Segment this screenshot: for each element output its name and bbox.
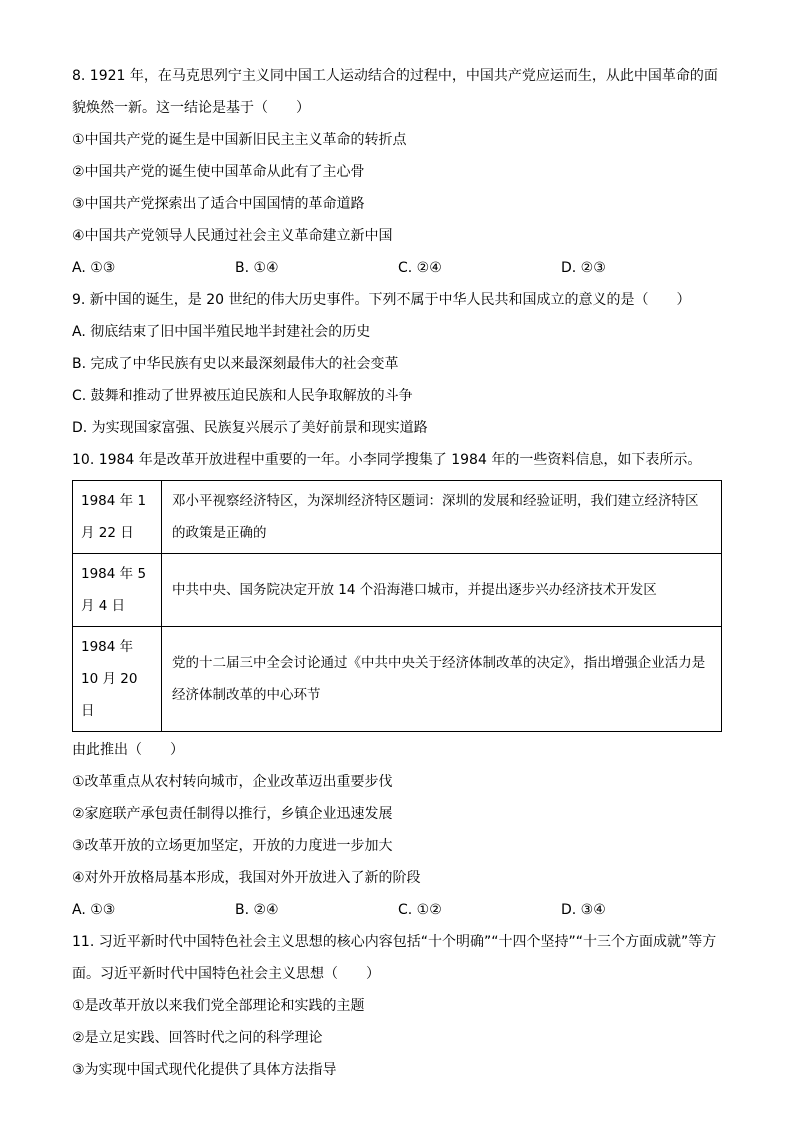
- question-10-option-a: A. ①③: [72, 902, 116, 918]
- table-row: [73, 554, 722, 627]
- question-8-option-c: C. ②④: [398, 260, 442, 276]
- question-10-option-c: C. ①②: [398, 902, 442, 918]
- question-8: [72, 60, 724, 284]
- question-10-item-2: ②家庭联产承包责任制得以推行，乡镇企业迅速发展: [72, 806, 393, 822]
- question-10-options: [72, 894, 724, 926]
- question-8-item-4: ④中国共产党领导人民通过社会主义革命建立新中国: [72, 228, 393, 244]
- table-cell-date: 1984 年 5 月 4 日: [73, 554, 162, 627]
- question-8-item-1: ①中国共产党的诞生是中国新旧民主主义革命的转折点: [72, 132, 407, 148]
- question-8-options: [72, 252, 724, 284]
- question-10-prompt: 由此推出（ ）: [72, 742, 184, 758]
- question-8-option-d: D. ②③: [561, 260, 606, 276]
- table-cell-date: 1984 年 1 月 22 日: [73, 481, 162, 554]
- question-10-option-d: D. ③④: [561, 902, 606, 918]
- question-8-option-a: A. ①③: [72, 260, 116, 276]
- question-8-stem: 8. 1921 年，在马克思列宁主义同中国工人运动结合的过程中，中国共产党应运而生，从此中国革命的面貌焕然一新。这一结论是基于（ ）: [72, 68, 718, 116]
- question-10-stem: 10. 1984 年是改革开放进程中重要的一年。小李同学搜集了 1984 年的一些资料信息，如下表所示。: [72, 452, 702, 468]
- table-row: [73, 627, 722, 732]
- question-10-item-1: ①改革重点从农村转向城市，企业改革迈出重要步伐: [72, 774, 393, 790]
- question-9-option-d: D. 为实现国家富强、民族复兴展示了美好前景和现实道路: [72, 420, 428, 436]
- table-cell-event: 中共中央、国务院决定开放 14 个沿海港口城市，并提出逐步兴办经济技术开发区: [162, 554, 722, 627]
- question-10-table: [72, 480, 722, 732]
- question-10-item-3: ③改革开放的立场更加坚定，开放的力度进一步加大: [72, 838, 393, 854]
- table-cell-date: 1984 年 10 月 20 日: [73, 627, 162, 732]
- question-8-option-b: B. ①④: [235, 260, 279, 276]
- question-8-item-2: ②中国共产党的诞生使中国革命从此有了主心骨: [72, 164, 365, 180]
- question-11-item-1: ①是改革开放以来我们党全部理论和实践的主题: [72, 998, 365, 1014]
- question-8-item-3: ③中国共产党探索出了适合中国国情的革命道路: [72, 196, 365, 212]
- question-11-stem: 11. 习近平新时代中国特色社会主义思想的核心内容包括“十个明确”“十四个坚持”“十三个方面成就”等方面。习近平新时代中国特色社会主义思想（ ）: [72, 934, 717, 982]
- question-11: [72, 926, 724, 1086]
- question-10: [72, 444, 724, 926]
- table-cell-event: 党的十二届三中全会讨论通过《中共中央关于经济体制改革的决定》，指出增强企业活力是经济体制改革的中心环节: [162, 627, 722, 732]
- question-11-item-3: ③为实现中国式现代化提供了具体方法指导: [72, 1062, 337, 1078]
- question-9-option-a: A. 彻底结束了旧中国半殖民地半封建社会的历史: [72, 324, 371, 340]
- page-content: [72, 60, 724, 1086]
- question-11-item-2: ②是立足实践、回答时代之问的科学理论: [72, 1030, 323, 1046]
- question-9-stem: 9. 新中国的诞生，是 20 世纪的伟大历史事件。下列不属于中华人民共和国成立的意义的是（ ）: [72, 292, 691, 308]
- table-cell-event: 邓小平视察经济特区，为深圳经济特区题词：深圳的发展和经验证明，我们建立经济特区的政策是正确的: [162, 481, 722, 554]
- question-9-option-c: C. 鼓舞和推动了世界被压迫民族和人民争取解放的斗争: [72, 388, 413, 404]
- question-9-option-b: B. 完成了中华民族有史以来最深刻最伟大的社会变革: [72, 356, 399, 372]
- question-10-item-4: ④对外开放格局基本形成，我国对外开放进入了新的阶段: [72, 870, 421, 886]
- table-row: [73, 481, 722, 554]
- question-9: [72, 284, 724, 444]
- question-10-option-b: B. ②④: [235, 902, 279, 918]
